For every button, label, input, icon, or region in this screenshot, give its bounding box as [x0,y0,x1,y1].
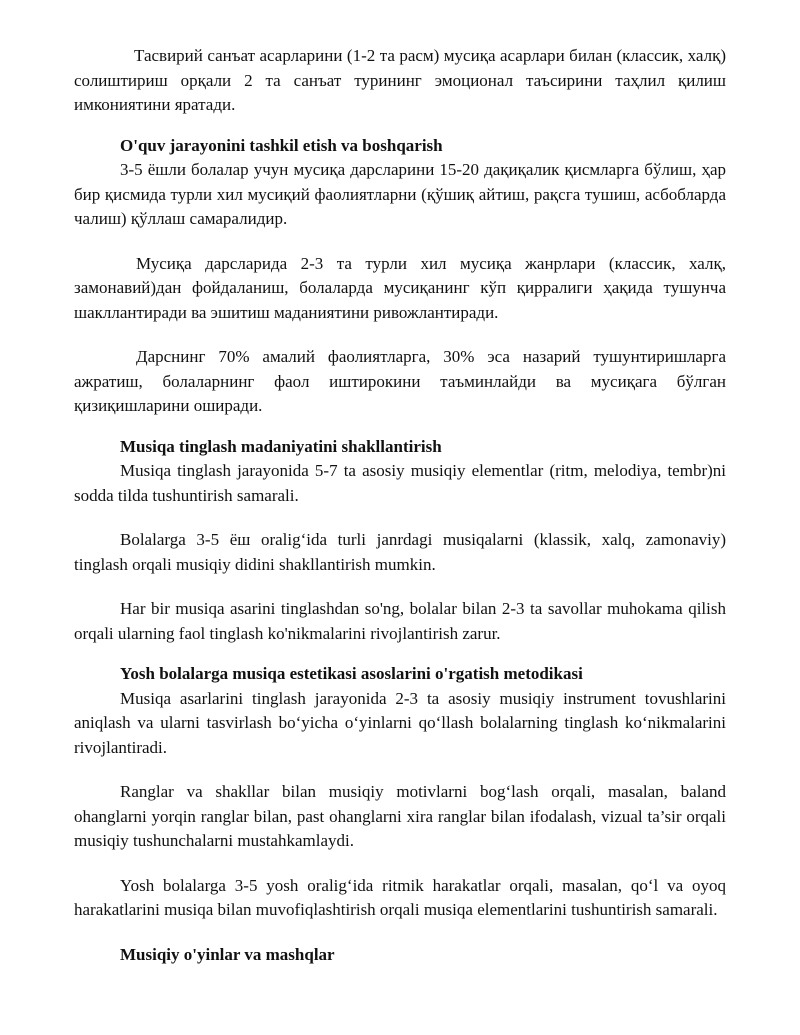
intro-paragraph: Тасвирий санъат асарларини (1-2 та расм) мусиқа асарлари билан (классик, халқ) солиштириш орқали 2 та санъат турининг эмоционал таъсирини таҳлил қилиш имкониятини яратади. [74,46,726,114]
spacer [74,854,726,874]
spacer [74,118,726,134]
paragraph: Дарснинг 70% амалий фаолиятларга, 30% эса назарий тушунтиришларга ажратиш, болаларнинг фаол иштирокини таъминлайди ва мусиқага бўлган қизиқишларини оширади. [74,347,726,415]
paragraph: Musiqa asarlarini tinglash jarayonida 2-3 ta asosiy musiqiy instrument tovushlarini aniqlash va ularni tasvirlash bo‘yicha o‘yinlarni qo‘llash bolalarning tinglash ko‘nikmalarini rivojlantiradi. [74,688,726,757]
section-heading-aesthetics-methodology: Yosh bolalarga musiqa estetikasi asoslarini o'rgatish metodikasi [120,664,583,683]
spacer [74,325,726,345]
spacer [74,646,726,662]
section-heading-listening-culture: Musiqa tinglash madaniyatini shakllantirish [120,436,442,456]
paragraph: Musiqa tinglash jarayonida 5-7 ta asosiy musiqiy elementlar (ritm, melodiya, tembr)ni sodda tilda tushuntirish samarali. [74,461,726,505]
section-heading-learning-process: O'quv jarayonini tashkil etish va boshqarish [120,135,443,155]
paragraph: Yosh bolalarga 3-5 yosh oralig‘ida ritmik harakatlar orqali, masalan, qo‘l va oyoq harakatlarini musiqa bilan muvofiqlashtirish orqali musiqa elementlarini tushuntirish samarali. [74,875,726,919]
spacer [74,419,726,435]
paragraph: Ranglar va shakllar bilan musiqiy motivlarni bog‘lash orqali, masalan, baland ohanglarni yorqin ranglar bilan, past ohanglarni xira ranglar bilan ifodalash, vizual ta’sir orqali musiqiy tushunchalarni mustahkamlaydi. [74,782,726,850]
spacer [74,508,726,528]
section-heading-games-exercises: Musiqiy o'yinlar va mashqlar [120,944,335,964]
spacer [74,923,726,943]
spacer [74,232,726,252]
paragraph: Bolalarga 3-5 ёш oralig‘ida turli janrdagi musiqalarni (klassik, xalq, zamonaviy) tinglash orqali musiqiy didini shakllantirish mumkin. [74,530,726,574]
paragraph: 3-5 ёшли болалар учун мусиқа дарсларини 15-20 дақиқалик қисмларга бўлиш, ҳар бир қисмида турли хил мусиқий фаолиятларни (қўшиқ айтиш, рақсга тушиш, асбобларда чалиш) қўллаш самаралидир. [74,160,726,228]
paragraph: Мусиқа дарсларида 2-3 та турли хил мусиқа жанрлари (классик, халқ, замонавий)дан фойдаланиш, болаларда мусиқанинг кўп қирралиги ҳақида тушунча шакллантиради ва эшитиш маданиятини ривожлантиради. [74,253,726,322]
paragraph: Har bir musiqa asarini tinglashdan so'ng, bolalar bilan 2-3 ta savollar muhokama qilish orqali ularning faol tinglash ko'nikmalarini rivojlantirish zarur. [74,599,726,643]
document-page [74,44,726,967]
spacer [74,577,726,597]
spacer [74,760,726,780]
